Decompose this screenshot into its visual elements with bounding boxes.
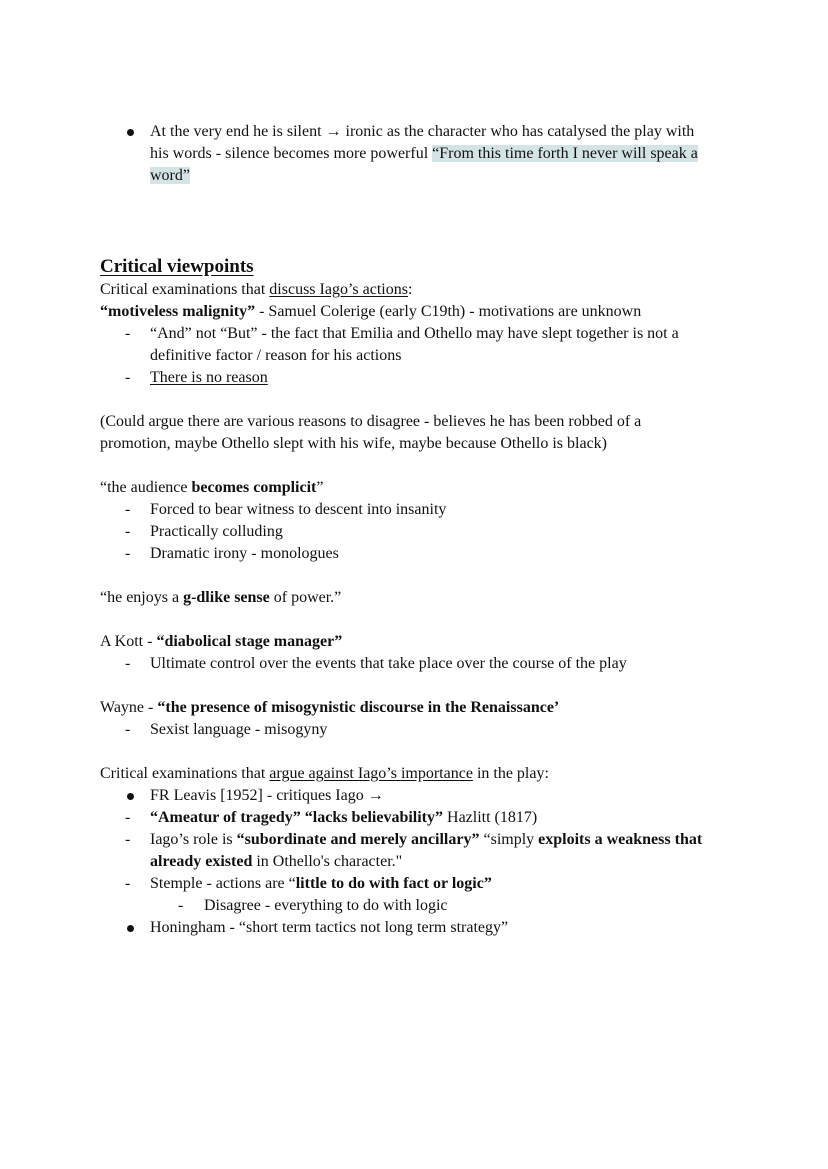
against-intro (100, 763, 549, 785)
role-quote: “subordinate and merely ancillary” (236, 831, 480, 848)
dash-marker: - (125, 501, 131, 518)
dash-marker: - (125, 325, 131, 342)
stemple-sub-point: Disagree - everything to do with logic (204, 897, 448, 914)
kott-point-1: Ultimate control over the events that take place over the course of the play (150, 655, 627, 672)
kott-quote: “diabolical stage manager” (156, 633, 343, 650)
wayne-name: Wayne - (100, 699, 158, 716)
section-heading: Critical viewpoints (100, 256, 254, 277)
discuss-intro-colon: : (407, 281, 413, 298)
colerige-point-2: There is no reason (150, 369, 268, 386)
godlike-pre: “he enjoys a (100, 589, 184, 606)
complicit-point-2: Practically colluding (150, 523, 283, 540)
intro-bullet-line-2 (150, 143, 698, 165)
hazlitt-line (150, 807, 537, 829)
wayne-quote: “the presence of misogynistic discourse in the Renaissance’ (157, 699, 560, 716)
highlighted-quote-end: word” (150, 167, 190, 184)
colerige-attribution: - Samuel Colerige (early C19th) - motivations are unknown (255, 303, 642, 320)
bullet-marker (127, 917, 135, 939)
role-bold: exploits a weakness that (538, 831, 703, 848)
complicit-quote (100, 477, 323, 499)
discuss-intro (100, 279, 412, 301)
wayne-point-1: Sexist language - misogyny (150, 721, 328, 738)
complicit-bold: becomes complicit (191, 479, 317, 496)
bullet-dot-icon (127, 925, 134, 932)
hazlitt-quote-2: “lacks believability” (304, 809, 444, 826)
hazlitt-attribution: Hazlitt (1817) (443, 809, 538, 826)
discuss-intro-underlined: discuss Iago’s actions (269, 281, 408, 298)
complicit-post: ” (316, 479, 324, 496)
dash-marker: - (125, 545, 131, 562)
bullet-dot-icon (127, 793, 134, 800)
colerige-point-1-line-1: “And” not “But” - the fact that Emilia and Othello may have slept together is not a (150, 325, 679, 342)
godlike-quote (100, 587, 341, 609)
dash-marker: - (125, 369, 131, 386)
against-intro-underlined: argue against Iago’s importance (269, 765, 473, 782)
complicit-pre: “the audience (100, 479, 192, 496)
honingham-line: Honingham - “short term tactics not long term strategy” (150, 919, 509, 936)
intro-text: his words - silence becomes more powerful (150, 145, 433, 162)
disagree-note-line-2: promotion, maybe Othello slept with his wife, maybe because Othello is black) (100, 435, 607, 452)
against-intro-text: Critical examinations that (100, 765, 270, 782)
godlike-post: of power.” (269, 589, 342, 606)
stemple-pre: Stemple - actions are “ (150, 875, 296, 892)
bullet-marker (127, 121, 135, 143)
disagree-note-line-1: (Could argue there are various reasons to disagree - believes he has been robbed of a (100, 413, 642, 430)
dash-marker: - (178, 897, 184, 914)
stemple-line (150, 873, 492, 895)
wayne-line (100, 697, 559, 719)
colerige-line (100, 301, 641, 323)
stemple-bold: little to do with fact or logic” (295, 875, 492, 892)
dash-marker: - (125, 831, 131, 848)
dash-marker: - (125, 523, 131, 540)
dash-marker: - (125, 655, 131, 672)
role-pre: Iago’s role is (150, 831, 237, 848)
godlike-bold: g-dlike sense (183, 589, 270, 606)
colerige-quote: “motiveless malignity” (100, 303, 256, 320)
role-mid: “simply (479, 831, 539, 848)
role-line2-bold: already existed (150, 853, 253, 870)
role-line-1 (150, 829, 702, 851)
complicit-point-1: Forced to bear witness to descent into insanity (150, 501, 447, 518)
dash-marker: - (125, 721, 131, 738)
complicit-point-3: Dramatic irony - monologues (150, 545, 339, 562)
role-line2-rest: in Othello's character." (252, 853, 403, 870)
bullet-marker (127, 785, 135, 807)
kott-name: A Kott - (100, 633, 157, 650)
intro-bullet-line-1: At the very end he is silent → ironic as the character who has catalysed the play with (150, 123, 695, 140)
highlighted-quote: “From this time forth I never will speak a (432, 145, 698, 162)
discuss-intro-text: Critical examinations that (100, 281, 270, 298)
dash-marker: - (125, 875, 131, 892)
against-intro-post: in the play: (472, 765, 549, 782)
kott-line (100, 631, 342, 653)
colerige-point-1-line-2: definitive factor / reason for his actions (150, 347, 402, 364)
bullet-dot-icon (127, 129, 134, 136)
role-line-2 (150, 851, 402, 873)
leavis-line: FR Leavis [1952] - critiques Iago → (150, 787, 384, 804)
dash-marker: - (125, 809, 131, 826)
hazlitt-quote-1: “Ameatur of tragedy” (150, 809, 301, 826)
intro-bullet-line-3 (150, 165, 190, 187)
